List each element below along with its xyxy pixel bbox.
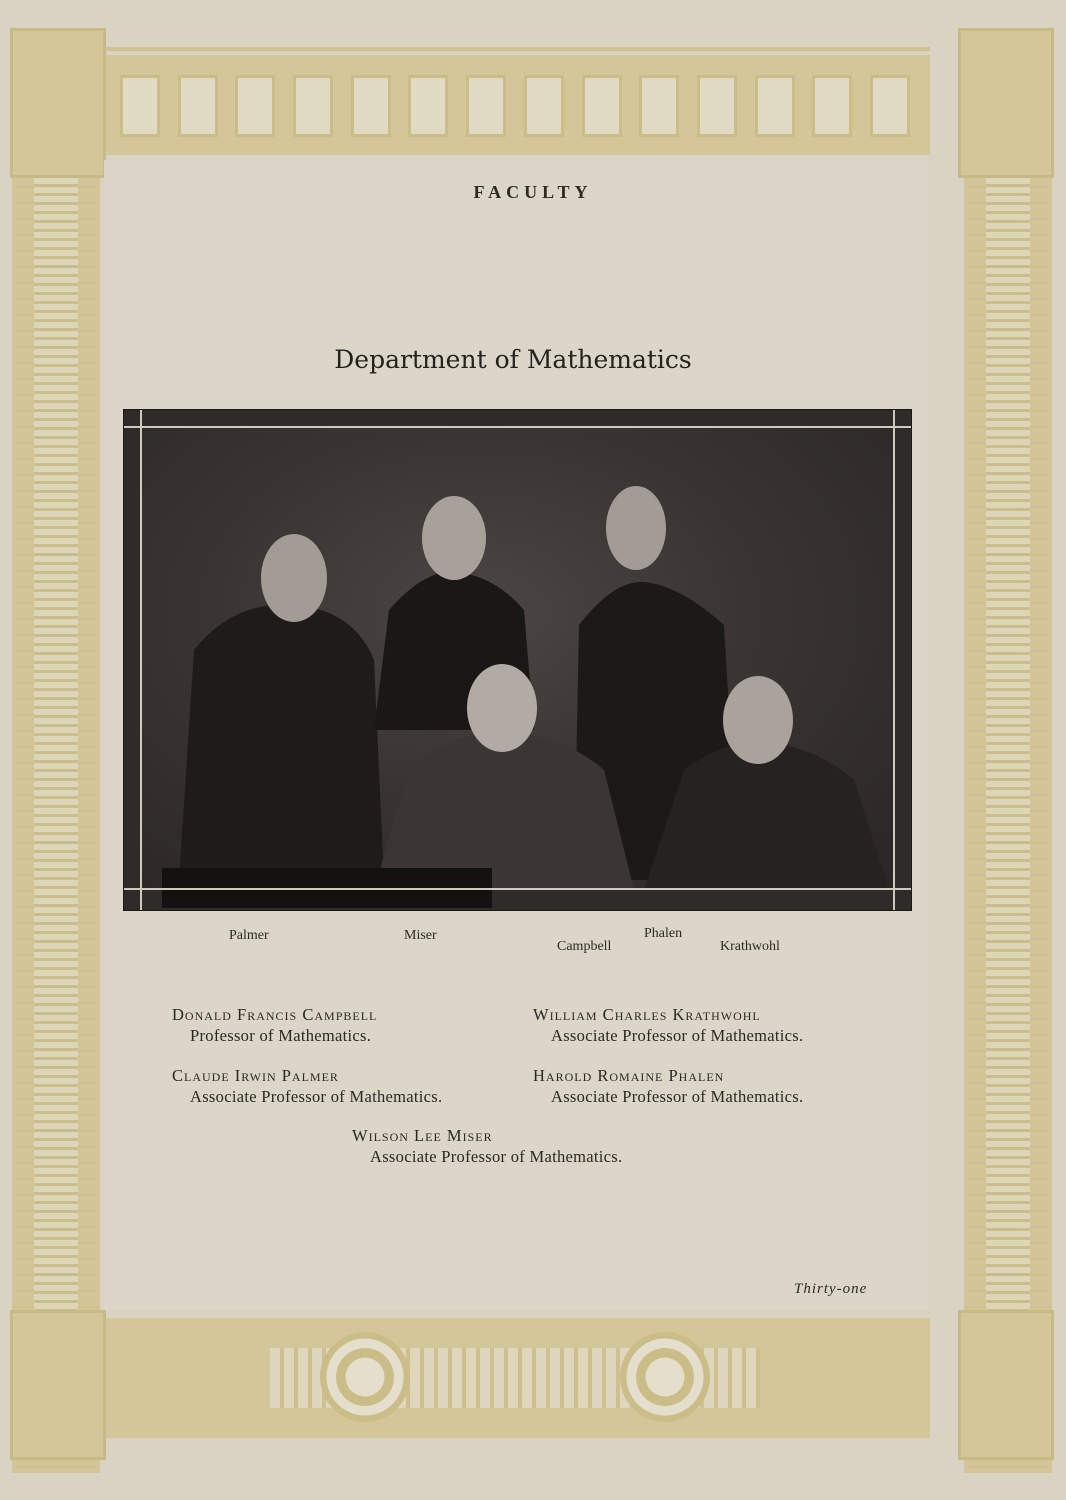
faculty-entry-campbell (172, 1004, 377, 1046)
right-ornamental-border (964, 28, 1052, 1473)
corner-ornament (10, 1310, 106, 1460)
faculty-title: Associate Professor of Mathematics. (190, 1087, 443, 1106)
department-title: Department of Mathematics (334, 345, 692, 374)
faculty-entry-miser (352, 1125, 622, 1167)
faculty-name: William Charles Krathwohl (533, 1005, 761, 1024)
caption-phalen: Phalen (644, 926, 683, 941)
faculty-title: Professor of Mathematics. (190, 1026, 372, 1045)
faculty-name: Donald Francis Campbell (172, 1005, 378, 1024)
faculty-name: Wilson Lee Miser (352, 1126, 493, 1145)
left-ornamental-border (12, 28, 100, 1473)
faculty-group-photograph (123, 409, 912, 911)
group-portrait-figures (124, 410, 912, 911)
faculty-name: Claude Irwin Palmer (172, 1066, 339, 1085)
caption-miser: Miser (404, 928, 437, 943)
caption-campbell: Campbell (557, 939, 612, 954)
faculty-entry-krathwohl (533, 1004, 803, 1046)
caption-palmer: Palmer (229, 928, 269, 943)
top-ornamental-border (100, 55, 930, 155)
caption-krathwohl: Krathwohl (720, 939, 780, 954)
corner-ornament (958, 28, 1054, 178)
faculty-title: Associate Professor of Mathematics. (551, 1026, 804, 1045)
faculty-name: Harold Romaine Phalen (533, 1066, 725, 1085)
rose-ornament-icon (320, 1332, 410, 1422)
page-number: Thirty-one (794, 1281, 868, 1297)
corner-ornament (10, 28, 106, 178)
bottom-ornamental-border (100, 1318, 930, 1438)
corner-ornament (958, 1310, 1054, 1460)
faculty-title: Associate Professor of Mathematics. (551, 1087, 804, 1106)
faculty-entry-phalen (533, 1065, 803, 1107)
photo-captions (0, 925, 1066, 965)
rose-ornament-icon (620, 1332, 710, 1422)
section-heading: FACULTY (473, 182, 593, 202)
faculty-entry-palmer (172, 1065, 442, 1107)
faculty-title: Associate Professor of Mathematics. (370, 1147, 623, 1166)
